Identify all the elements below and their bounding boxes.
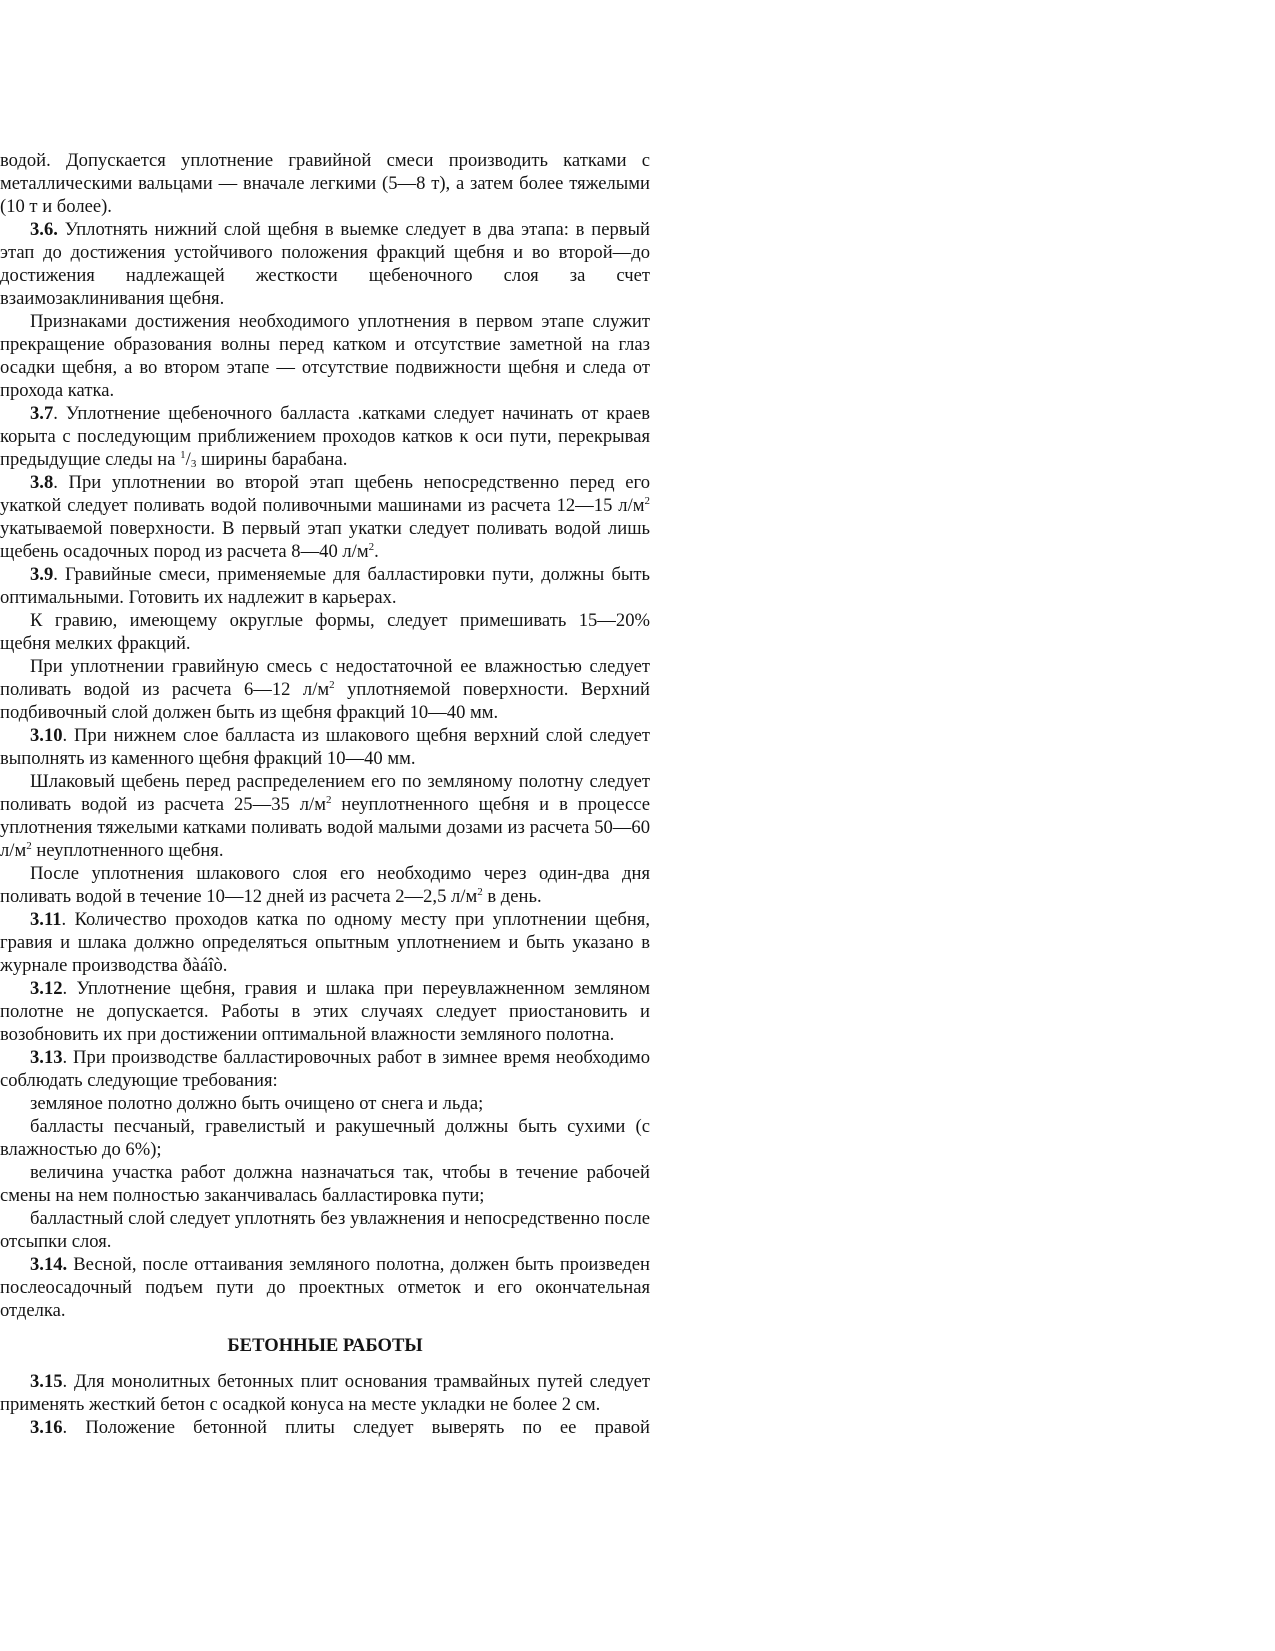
list-item (0, 1092, 650, 1115)
paragraph-3-14 (0, 1253, 650, 1322)
paragraph-3-10 (0, 724, 650, 770)
superscript: 2 (325, 794, 332, 806)
paragraph-text: величина участка работ должна назначаться так, чтобы в течение рабочей смены на нем полностью заканчивалась балластировка пути; (0, 1162, 650, 1206)
list-item (0, 1115, 650, 1161)
clause-number: 3.11 (30, 909, 62, 930)
paragraph-text: водой. Допускается уплотнение гравийной смеси производить катками с металлическими вальцами — вначале легкими (5—8 т), а затем более тяжелыми (10 т и более). (0, 150, 650, 217)
clause-number: 3.12 (30, 978, 63, 999)
clause-number: 3.7 (30, 403, 54, 424)
clause-number: 3.16 (30, 1417, 63, 1438)
paragraph-text-end: неуплотненного щебня. (31, 840, 224, 861)
clause-number: 3.15 (30, 1371, 63, 1392)
clause-number: 3.14. (30, 1254, 68, 1275)
paragraph-3-9 (0, 563, 650, 609)
paragraph-text: . Количество проходов катка по одному месту при уплотнении щебня, гравия и шлака должно определяться опытным уплотнением и быть указано в журнале производства ðàáîò. (0, 909, 650, 976)
paragraph-continuation (0, 149, 650, 218)
paragraph-3-8 (0, 471, 650, 563)
fraction-numerator: 1 (180, 449, 186, 461)
clause-number: 3.9 (30, 564, 54, 585)
paragraph-text: . Уплотнение щебеночного балласта .катками следует начинать от краев корыта с последующим приближением проходов катков к оси пути, перекрывая предыдущие следы на (0, 403, 650, 470)
section-heading: БЕТОННЫЕ РАБОТЫ (227, 1335, 423, 1356)
superscript: 2 (329, 679, 335, 691)
superscript: 2 (477, 886, 483, 898)
paragraph-text: Признаками достижения необходимого уплотнения в первом этапе служит прекращение образования волны перед катком и отсутствие заметной на глаз осадки щебня, а во втором этапе — отсутствие подвижности щебня и следа от прохода катка. (0, 311, 650, 401)
paragraph-text-mid: уплотняемой поверхности. Верхний подбивочный слой должен быть из щебня фракций 10—40 мм. (0, 679, 650, 723)
paragraph-3-13 (0, 1046, 650, 1092)
paragraph-text: . При нижнем слое балласта из шлакового щебня верхний слой следует выполнять из каменного щебня фракций 10—40 мм. (0, 725, 650, 769)
paragraph-slag-after (0, 862, 650, 908)
paragraph-3-6 (0, 218, 650, 310)
paragraph-text: . При уплотнении во второй этап щебень непосредственно перед его укаткой следует поливать водой поливочными машинами из расчета 12—15 л/м (0, 472, 650, 516)
paragraph-text: При уплотнении гравийную смесь с недостаточной ее влажностью следует поливать водой из расчета 6—12 л/м (0, 656, 650, 700)
clause-number: 3.10 (30, 725, 63, 746)
list-item (0, 1207, 650, 1253)
superscript: 2 (26, 840, 32, 852)
paragraph-gravel-watering (0, 655, 650, 724)
paragraph-text: Уплотнять нижний слой щебня в выемке следует в два этапа: в первый этап до достижения устойчивого положения фракций щебня и во второй—до достижения надлежащей жесткости щебеночного слоя за счет взаимозаклинивания щебня. (0, 219, 650, 309)
paragraph-text: . Уплотнение щебня, гравия и шлака при переувлажненном земляном полотне не допускается. Работы в этих случаях следует приостановить и возобновить их при достижении оптимальной влажности земляного полотна. (0, 978, 650, 1045)
paragraph-text: После уплотнения шлакового слоя его необходимо через один-два дня поливать водой в течение 10—12 дней из расчета 2—2,5 л/м (0, 863, 650, 907)
paragraph-text: . Для монолитных бетонных плит основания трамвайных путей следует применять жесткий бетон с осадкой конуса на месте укладки не более 2 см. (0, 1371, 650, 1415)
paragraph-text-end: . (374, 541, 379, 562)
paragraph-3-16 (0, 1416, 650, 1439)
paragraph-text: . Положение бетонной плиты следует выверять по ее правой (62, 1417, 650, 1438)
paragraph-3-15 (0, 1370, 650, 1416)
paragraph-text-mid: в день. (482, 886, 542, 907)
clause-number: 3.6. (30, 219, 58, 240)
paragraph-text: Шлаковый щебень перед распределением его по земляному полотну следует поливать водой из расчета 25—35 л/м (0, 771, 650, 815)
paragraph-text-mid: укатываемой поверхности. В первый этап укатки следует поливать водой лишь щебень осадочных пород из расчета 8—40 л/м (0, 518, 650, 562)
paragraph-text: балластный слой следует уплотнять без увлажнения и непосредственно после отсыпки слоя. (0, 1208, 650, 1252)
paragraph-text: балласты песчаный, гравелистый и ракушечный должны быть сухими (с влажностью до 6%); (0, 1116, 650, 1160)
paragraph-text: К гравию, имеющему округлые формы, следует примешивать 15—20% щебня мелких фракций. (0, 610, 650, 654)
paragraph-3-7: 3.7. Уплотнение щебеночного балласта .катками следует начинать от краев корыта с последующим приближением проходов катков к оси пути, перекрывая предыдущие следы на $^1/_3$ ширины барабана. (0, 403, 650, 470)
paragraph-text-after: ширины барабана. (196, 449, 348, 470)
paragraph-text: Весной, после оттаивания земляного полотна, должен быть произведен послеосадочный подъем пути до проектных отметок и его окончательная отделка. (0, 1254, 650, 1321)
paragraph-text-mid: неуплотненного щебня и в процессе уплотнения тяжелыми катками поливать водой малыми дозами из расчета 50—60 л/м (0, 794, 650, 861)
paragraph-text: . Гравийные смеси, применяемые для балластировки пути, должны быть оптимальными. Готовить их надлежит в карьерах. (0, 564, 650, 608)
fraction-denominator: 3 (190, 458, 197, 470)
paragraph-gravel-mix (0, 609, 650, 655)
paragraph-3-11 (0, 908, 650, 977)
document-text-column (0, 149, 650, 1439)
paragraph-text: земляное полотно должно быть очищено от снега и льда; (30, 1093, 484, 1114)
paragraph-compaction-signs (0, 310, 650, 402)
paragraph-slag-watering (0, 770, 650, 862)
clause-number: 3.13 (30, 1047, 63, 1068)
paragraph-3-12 (0, 977, 650, 1046)
paragraph-text: . При производстве балластировочных работ в зимнее время необходимо соблюдать следующие требования: (0, 1047, 650, 1091)
list-item (0, 1161, 650, 1207)
superscript: 2 (644, 495, 650, 507)
superscript: 2 (368, 541, 375, 553)
clause-number: 3.8 (30, 472, 54, 493)
